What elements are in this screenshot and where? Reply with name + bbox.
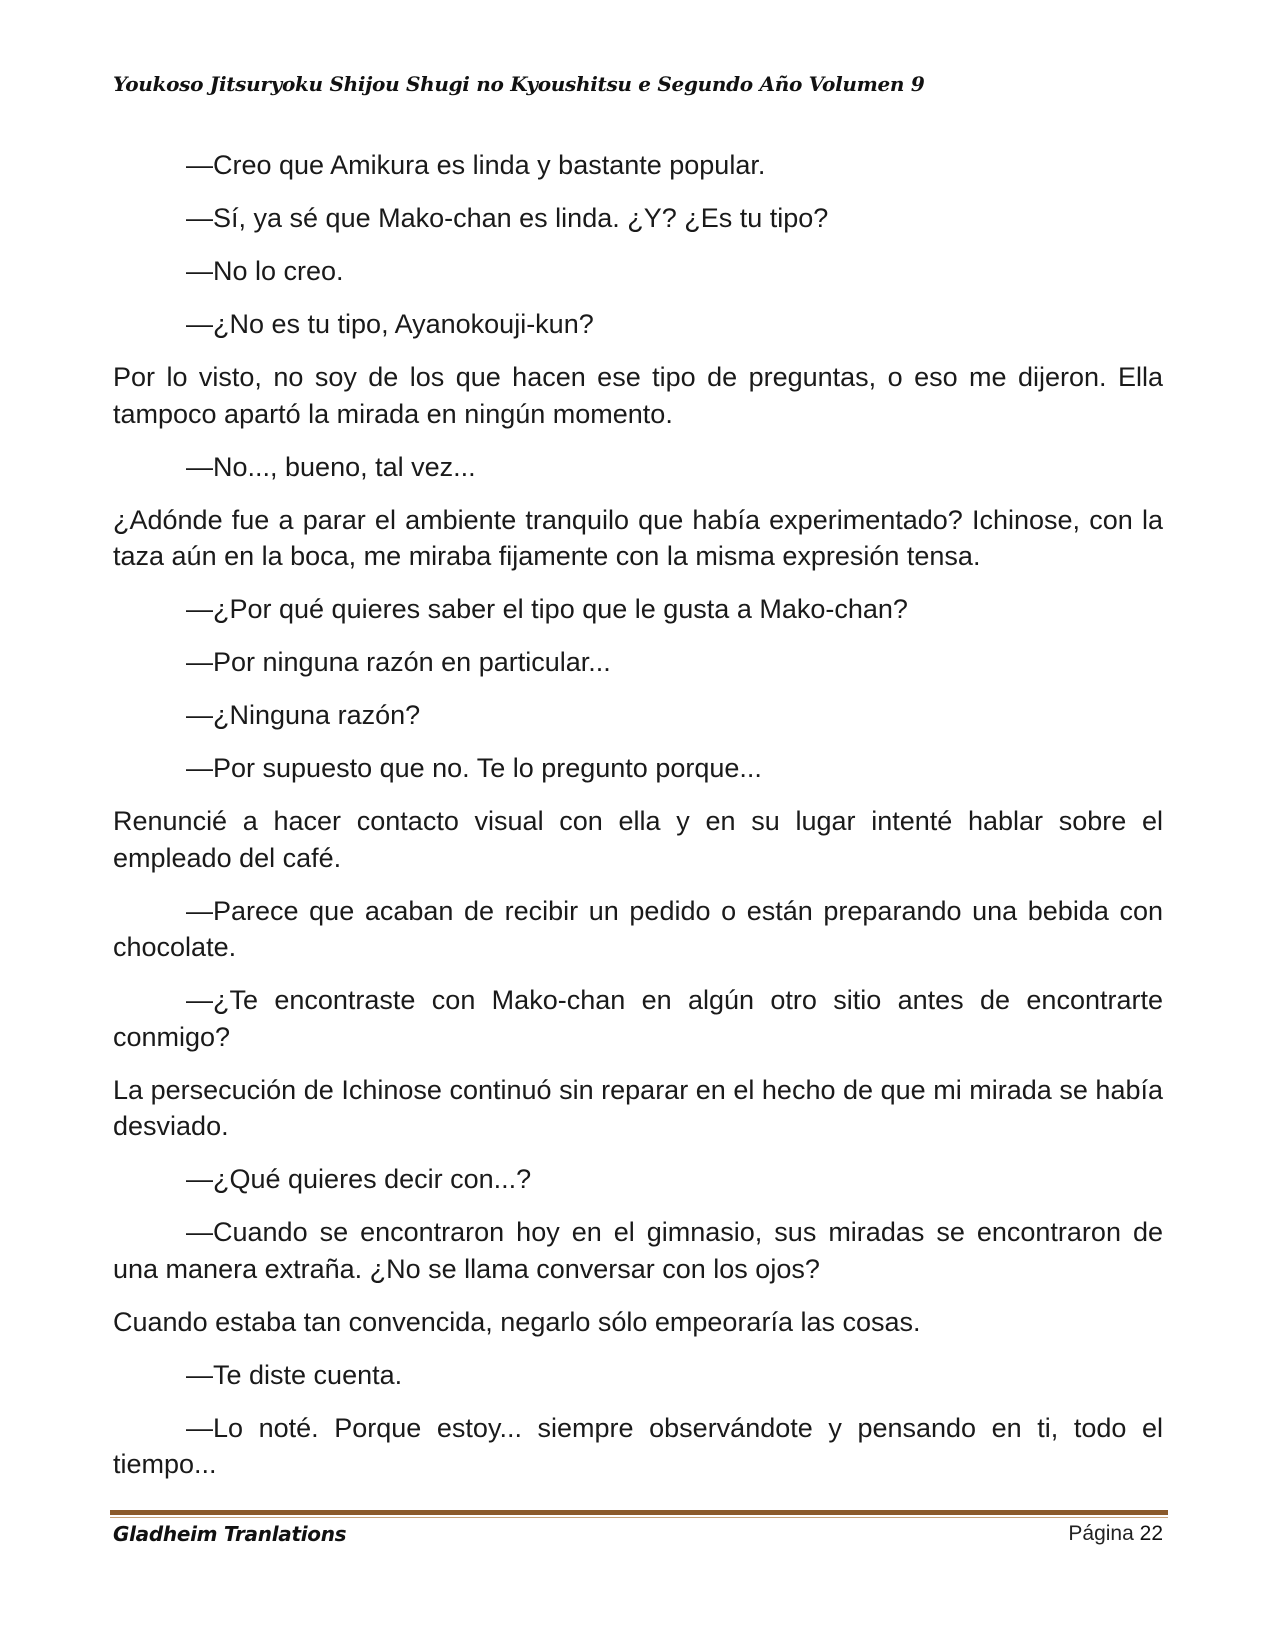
paragraph-1: —Creo que Amikura es linda y bastante popular. [186,150,766,180]
paragraph-11: —Por supuesto que no. Te lo pregunto porque... [186,753,762,783]
paragraph-3: —No lo creo. [186,256,344,286]
body-text [113,147,1163,1499]
paragraph-6: —No..., bueno, tal vez... [186,451,476,482]
paragraph-5: Por lo visto, no soy de los que hacen ese tipo de preguntas, o eso me dijeron. Ella tampoco apartó la mirada en ningún momento. [113,362,1163,429]
paragraph-8: —¿Por qué quieres saber el tipo que le gusta a Mako-chan? [186,594,908,624]
paragraph-10: —¿Ninguna razón? [186,700,421,730]
paragraph-19: —Te diste cuenta. [186,1359,403,1390]
paragraph-15: La persecución de Ichinose continuó sin reparar en el hecho de que mi mirada se había desviado. [113,1074,1163,1141]
page-label: Página [1068,1522,1134,1545]
page-number: 22 [1139,1522,1163,1545]
paragraph-12: Renuncié a hacer contacto visual con ella y en su lugar intenté hablar sobre el empleado del café. [113,806,1163,873]
paragraph-18: Cuando estaba tan convencida, negarlo sólo empeoraría las cosas. [113,1306,921,1337]
page-indicator [1068,1522,1163,1546]
footer-divider [110,1510,1168,1515]
paragraph-20: —Lo noté. Porque estoy... siempre observándote y pensando en ti, todo el tiempo... [113,1412,1163,1479]
paragraph-16: —¿Qué quieres decir con...? [186,1164,532,1194]
paragraph-9: —Por ninguna razón en particular... [186,647,611,677]
footer-credit: Gladheim Tranlations [113,1522,347,1546]
paragraph-7: ¿Adónde fue a parar el ambiente tranquilo que había experimentado? Ichinose, con la taza aún en la boca, me miraba fijamente con la misma expresión tensa. [113,504,1163,571]
paragraph-13: —Parece que acaban de recibir un pedido o están preparando una bebida con chocolate. [113,895,1163,962]
running-header: Youkoso Jitsuryoku Shijou Shugi no Kyoushitsu e Segundo Año Volumen 9 [113,72,925,96]
paragraph-4: —¿No es tu tipo, Ayanokouji-kun? [186,309,594,339]
paragraph-2: —Sí, ya sé que Mako-chan es linda. ¿Y? ¿Es tu tipo? [186,203,829,233]
footer-divider-thin [110,1517,1168,1518]
paragraph-17: —Cuando se encontraron hoy en el gimnasio, sus miradas se encontraron de una manera extraña. ¿No se llama conversar con los ojos? [113,1217,1163,1284]
paragraph-14: —¿Te encontraste con Mako-chan en algún otro sitio antes de encontrarte conmigo? [113,985,1163,1052]
